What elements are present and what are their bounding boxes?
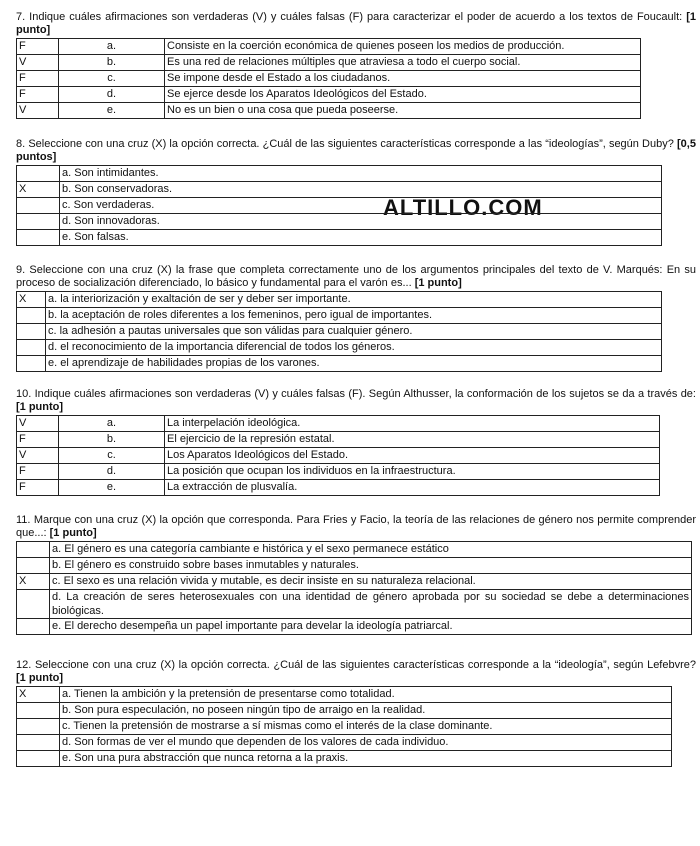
answer-mark-cell[interactable]: X [17, 182, 60, 198]
table-row [17, 735, 672, 751]
table-row [17, 464, 660, 480]
option-letter: e. [59, 480, 165, 496]
answer-mark-cell[interactable] [17, 735, 60, 751]
table-row [17, 292, 662, 308]
question-7-table [16, 38, 641, 119]
answer-mark-cell[interactable] [17, 719, 60, 735]
question-10 [16, 388, 696, 496]
option-text: Es una red de relaciones múltiples que atraviesa a todo el cuerpo social. [165, 55, 641, 71]
question-9-table [16, 291, 662, 372]
option-text: c. la adhesión a pautas universales que son válidas para cualquier género. [46, 324, 662, 340]
question-9-text: 9. Seleccione con una cruz (X) la frase que completa correctamente uno de los argumentos principales del texto de V. Marqués: En su proceso de socialización diferenciado, lo básico y fundamental para el varón es... [1 punto] [16, 264, 696, 289]
table-row [17, 751, 672, 767]
table-row [17, 71, 641, 87]
table-row [17, 230, 662, 246]
answer-mark-cell[interactable]: X [17, 574, 50, 590]
question-8-table [16, 165, 662, 246]
table-row [17, 87, 641, 103]
question-9 [16, 264, 696, 372]
answer-mark-cell[interactable] [17, 703, 60, 719]
table-row [17, 166, 662, 182]
option-text: d. Son formas de ver el mundo que dependen de los valores de cada individuo. [60, 735, 672, 751]
option-text: c. Son verdaderas. [60, 198, 662, 214]
option-text: e. Son una pura abstracción que nunca retorna a la praxis. [60, 751, 672, 767]
question-12-text: 12. Seleccione con una cruz (X) la opción correcta. ¿Cuál de las siguientes características corresponde a la “ideología”, según Lefebvre? [1 punto] [16, 659, 696, 684]
question-10-table [16, 415, 660, 496]
option-text: Consiste en la coerción económica de quienes poseen los medios de producción. [165, 39, 641, 55]
option-text: b. Son pura especulación, no poseen ningún tipo de arraigo en la realidad. [60, 703, 672, 719]
answer-mark-cell[interactable]: V [17, 55, 59, 71]
answer-mark-cell[interactable] [17, 340, 46, 356]
answer-mark-cell[interactable]: F [17, 432, 59, 448]
answer-mark-cell[interactable] [17, 356, 46, 372]
answer-mark-cell[interactable]: X [17, 687, 60, 703]
answer-mark-cell[interactable]: F [17, 39, 59, 55]
option-text: a. El género es una categoría cambiante e histórica y el sexo permanece estático [50, 542, 692, 558]
option-text: a. Son intimidantes. [60, 166, 662, 182]
option-text: La interpelación ideológica. [165, 416, 660, 432]
table-row [17, 214, 662, 230]
option-text: Los Aparatos Ideológicos del Estado. [165, 448, 660, 464]
option-letter: b. [59, 432, 165, 448]
answer-mark-cell[interactable]: V [17, 416, 59, 432]
answer-mark-cell[interactable]: F [17, 480, 59, 496]
option-text: e. el aprendizaje de habilidades propias de los varones. [46, 356, 662, 372]
table-row [17, 574, 692, 590]
answer-mark-cell[interactable] [17, 198, 60, 214]
answer-mark-cell[interactable]: V [17, 103, 59, 119]
question-7 [16, 11, 696, 119]
answer-mark-cell[interactable] [17, 214, 60, 230]
answer-mark-cell[interactable] [17, 166, 60, 182]
watermark: ALTILLO.COM [383, 195, 543, 220]
question-11-text: 11. Marque con una cruz (X) la opción que corresponda. Para Fries y Facio, la teoría de las relaciones de género nos permite comprender que...: [1 punto] [16, 514, 696, 539]
option-letter: c. [59, 448, 165, 464]
option-text: c. Tienen la pretensión de mostrarse a sí mismas como el interés de la clase dominante. [60, 719, 672, 735]
answer-mark-cell[interactable]: F [17, 71, 59, 87]
option-text: No es un bien o una cosa que pueda poseerse. [165, 103, 641, 119]
table-row [17, 340, 662, 356]
option-text: El ejercicio de la represión estatal. [165, 432, 660, 448]
question-7-text: 7. Indique cuáles afirmaciones son verdaderas (V) y cuáles falsas (F) para caracterizar el poder de acuerdo a los textos de Foucault: [1 punto] [16, 11, 696, 36]
table-row [17, 198, 662, 214]
option-letter: d. [59, 87, 165, 103]
table-row [17, 590, 692, 619]
table-row [17, 480, 660, 496]
question-10-text: 10. Indique cuáles afirmaciones son verdaderas (V) y cuáles falsas (F). Según Althusser, la conformación de los sujetos se da a través de: [1 punto] [16, 388, 696, 413]
table-row [17, 103, 641, 119]
question-12-table [16, 686, 672, 767]
question-8-text: 8. Seleccione con una cruz (X) la opción correcta. ¿Cuál de las siguientes características corresponde a las “ideologías”, según Duby? [0,5 puntos] [16, 138, 696, 163]
question-11-table [16, 541, 692, 635]
table-row [17, 719, 672, 735]
table-row [17, 619, 692, 635]
answer-mark-cell[interactable] [17, 590, 50, 619]
table-row [17, 55, 641, 71]
option-text: e. El derecho desempeña un papel importante para develar la ideología patriarcal. [50, 619, 692, 635]
table-row [17, 432, 660, 448]
option-text: b. Son conservadoras. [60, 182, 662, 198]
answer-mark-cell[interactable] [17, 308, 46, 324]
table-row [17, 308, 662, 324]
table-row [17, 687, 672, 703]
answer-mark-cell[interactable] [17, 751, 60, 767]
option-letter: a. [59, 39, 165, 55]
answer-mark-cell[interactable]: F [17, 464, 59, 480]
table-row [17, 448, 660, 464]
question-8 [16, 138, 696, 246]
option-letter: a. [59, 416, 165, 432]
table-row [17, 703, 672, 719]
option-text: d. el reconocimiento de la importancia diferencial de todos los géneros. [46, 340, 662, 356]
table-row [17, 356, 662, 372]
table-row [17, 558, 692, 574]
option-text: b. El género es construido sobre bases inmutables y naturales. [50, 558, 692, 574]
answer-mark-cell[interactable]: X [17, 292, 46, 308]
table-row [17, 324, 662, 340]
option-text: La extracción de plusvalía. [165, 480, 660, 496]
table-row [17, 182, 662, 198]
option-text: a. la interiorización y exaltación de ser y deber ser importante. [46, 292, 662, 308]
table-row [17, 416, 660, 432]
option-text: Se ejerce desde los Aparatos Ideológicos del Estado. [165, 87, 641, 103]
answer-mark-cell[interactable]: F [17, 87, 59, 103]
option-text: a. Tienen la ambición y la pretensión de presentarse como totalidad. [60, 687, 672, 703]
option-letter: e. [59, 103, 165, 119]
answer-mark-cell[interactable] [17, 324, 46, 340]
option-text: e. Son falsas. [60, 230, 662, 246]
option-text: b. la aceptación de roles diferentes a los femeninos, pero igual de importantes. [46, 308, 662, 324]
question-12 [16, 659, 696, 767]
option-text: c. El sexo es una relación vivida y mutable, es decir insiste en su naturaleza relacional. [50, 574, 692, 590]
table-row [17, 39, 641, 55]
answer-mark-cell[interactable] [17, 558, 50, 574]
option-text: d. La creación de seres heterosexuales con una identidad de género aprobada por su sociedad se debe a determinaciones biológicas. [50, 590, 692, 619]
question-11 [16, 514, 696, 635]
option-letter: c. [59, 71, 165, 87]
answer-mark-cell[interactable] [17, 619, 50, 635]
table-row [17, 542, 692, 558]
option-text: d. Son innovadoras. [60, 214, 662, 230]
option-text: Se impone desde el Estado a los ciudadanos. [165, 71, 641, 87]
option-text: La posición que ocupan los individuos en la infraestructura. [165, 464, 660, 480]
answer-mark-cell[interactable]: V [17, 448, 59, 464]
answer-mark-cell[interactable] [17, 542, 50, 558]
option-letter: b. [59, 55, 165, 71]
answer-mark-cell[interactable] [17, 230, 60, 246]
option-letter: d. [59, 464, 165, 480]
